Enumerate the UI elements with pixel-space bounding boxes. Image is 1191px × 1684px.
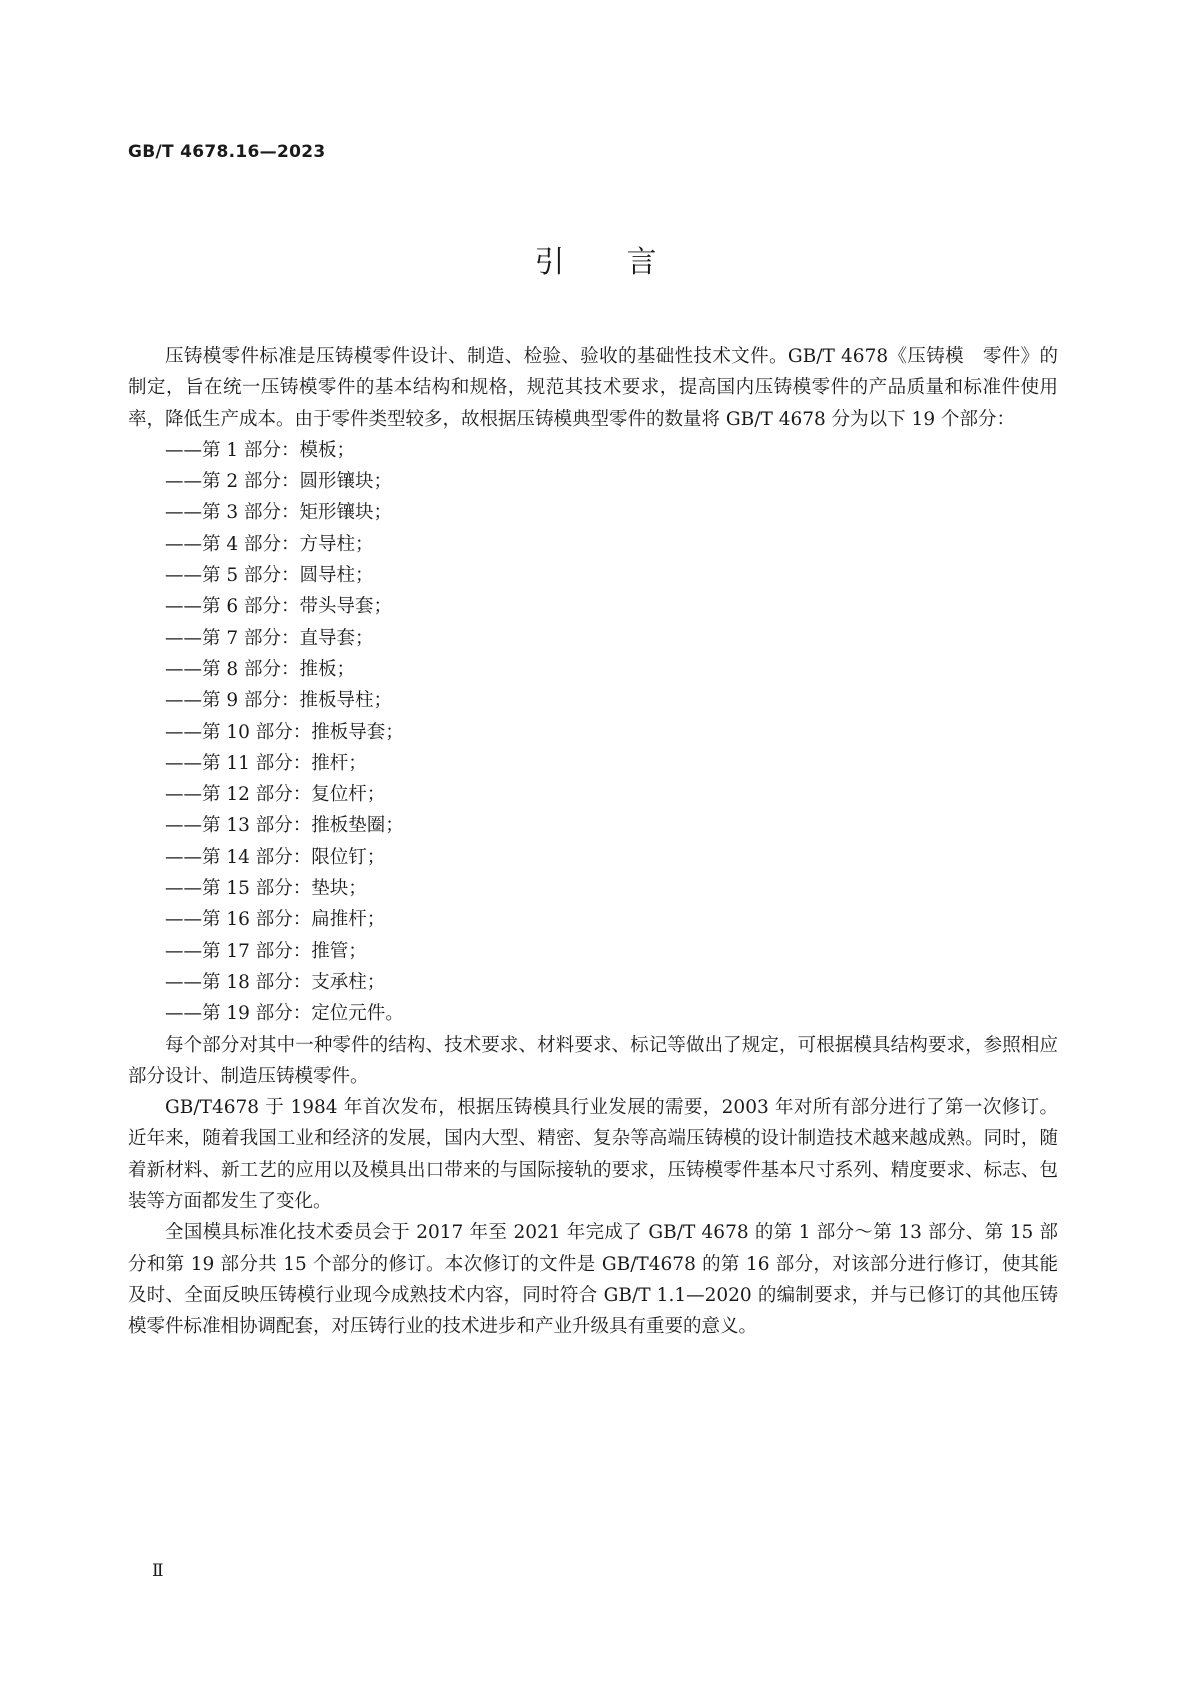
list-item: ——第 4 部分：方导柱； [165, 533, 374, 555]
list-item: ——第 13 部分：推板垫圈； [165, 815, 404, 837]
list-item: ——第 8 部分：推板； [165, 658, 356, 680]
intro-paragraph: 压铸模零件标准是压铸模零件设计、制造、检验、验收的基础性技术文件。GB/T 4678《压铸模 零件》的制定，旨在统一压铸模零件的基本结构和规格，规范其技术要求，提高国内压铸模零件的产品质量和标准件使用率，降低生产成本。由于零件类型较多，故根据压铸模典型零件的数量将 GB/T 4678 分为以下 19 个部分： [128, 346, 1058, 430]
list-item: ——第 1 部分：模板； [165, 439, 356, 461]
parts-list [128, 435, 1058, 1030]
list-item: ——第 9 部分：推板导柱； [165, 690, 393, 712]
history-paragraph: GB/T4678 于 1984 年首次发布，根据压铸模具行业发展的需要，2003 年对所有部分进行了第一次修订。近年来，随着我国工业和经济的发展，国内大型、精密、复杂等高端压铸模的设计制造技术越来越成熟。同时，随着新材料、新工艺的应用以及模具出口带来的与国际接轨的要求，压铸模零件基本尺寸系列、精度要求、标志、包装等方面都发生了变化。 [128, 1097, 1058, 1213]
list-item: ——第 17 部分：推管； [165, 940, 367, 962]
list-item: ——第 11 部分：推杆； [165, 752, 367, 774]
scope-paragraph: 每个部分对其中一种零件的结构、技术要求、材料要求、标记等做出了规定，可根据模具结构要求，参照相应部分设计、制造压铸模零件。 [128, 1034, 1058, 1087]
list-item: ——第 5 部分：圆导柱； [165, 565, 374, 587]
page-title: 引言 [534, 245, 719, 280]
list-item: ——第 3 部分：矩形镶块； [165, 502, 393, 524]
page-number: Ⅱ [152, 1561, 164, 1581]
list-item: ——第 12 部分：复位杆； [165, 784, 386, 806]
standard-code-header: GB/T 4678.16—2023 [128, 142, 326, 162]
list-item: ——第 2 部分：圆形镶块； [165, 471, 393, 493]
list-item: ——第 18 部分：支承柱； [165, 971, 386, 993]
list-item: ——第 10 部分：推板导套； [165, 721, 404, 743]
list-item: ——第 19 部分：定位元件。 [165, 1003, 404, 1025]
list-item: ——第 7 部分：直导套； [165, 627, 374, 649]
list-item: ——第 15 部分：垫块； [165, 878, 367, 900]
introduction-body [128, 341, 1058, 1343]
list-item: ——第 6 部分：带头导套； [165, 596, 393, 618]
list-item: ——第 14 部分：限位钉； [165, 846, 386, 868]
list-item: ——第 16 部分：扁推杆； [165, 909, 386, 931]
revision-paragraph: 全国模具标准化技术委员会于 2017 年至 2021 年完成了 GB/T 4678 的第 1 部分～第 13 部分、第 15 部分和第 19 部分共 15 个部分的修订。本次修订的文件是 GB/T4678 的第 16 部分，对该部分进行修订，使其能及时、全面反映压铸模行业现今成熟技术内容，同时符合 GB/T 1.1—2020 的编制要求，并与已修订的其他压铸模零件标准相协调配套，对压铸行业的技术进步和产业升级具有重要的意义。 [128, 1222, 1058, 1338]
